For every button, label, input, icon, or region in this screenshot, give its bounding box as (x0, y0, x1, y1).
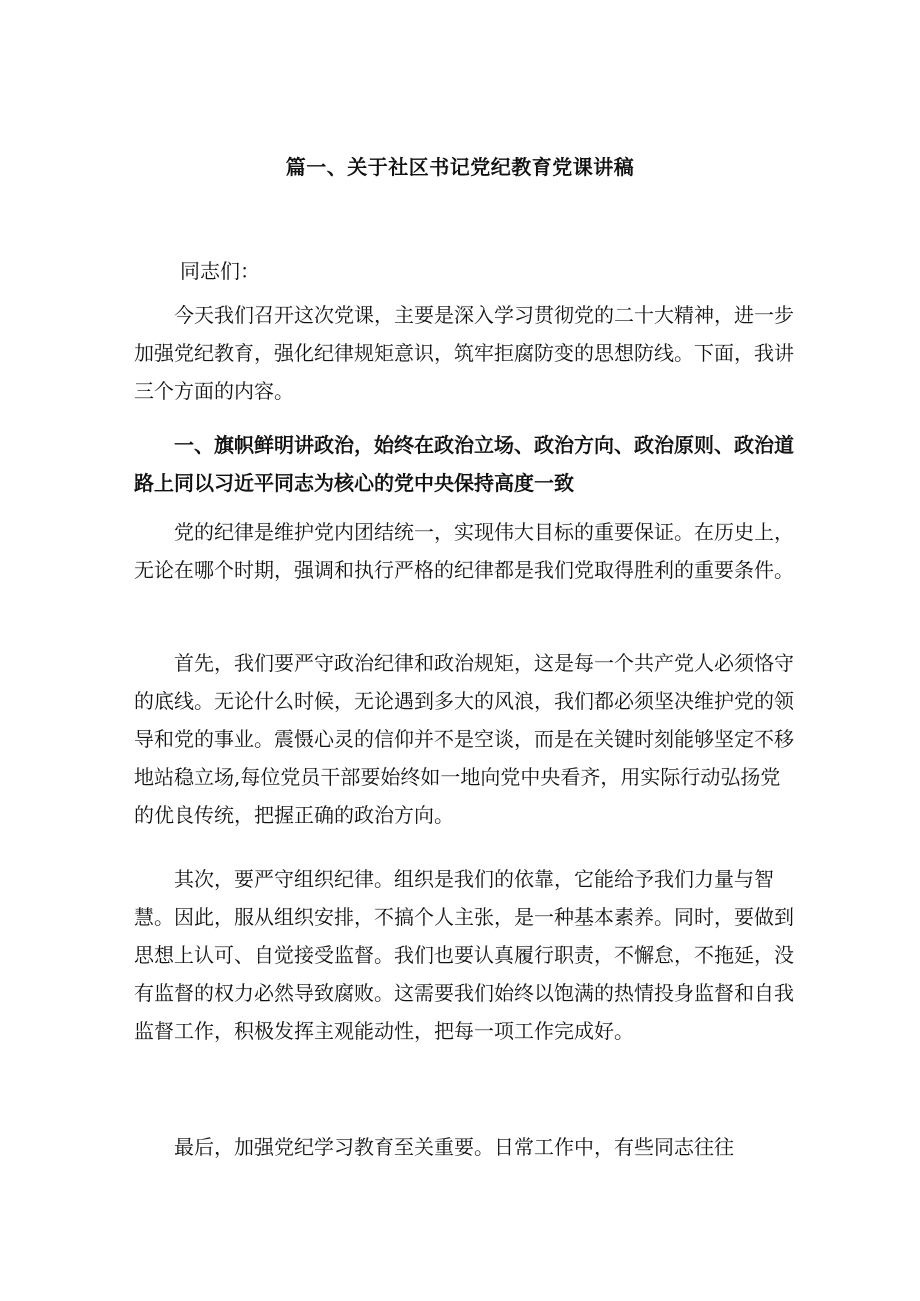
document-title: 篇一、关于社区书记党纪教育党课讲稿 (285, 155, 635, 179)
paragraph-last: 最后，加强党纪学习教育至关重要。日常工作中，有些同志往往 (174, 1135, 734, 1159)
greeting: 同志们： (180, 259, 260, 283)
paragraph-first: 首先，我们要严守政治纪律和政治规矩，这是每一个共产党人必须恪守的底线。无论什么时候，无论遇到多大的风浪，我们都必须坚决维护党的领导和党的事业。震慑心灵的信仰并不是空谈，而是在关键时刻能够坚定不移地站稳立场,每位党员干部要始终如一地向党中央看齐，用实际行动弘扬党的优良传统，把握正确的政治方向。 (134, 651, 794, 827)
section-heading-one: 一、旗帜鲜明讲政治，始终在政治立场、政治方向、政治原则、政治道路上同以习近平同志为核心的党中央保持高度一致 (134, 433, 794, 495)
paragraph-second: 其次，要严守组织纪律。组织是我们的依靠，它能给予我们力量与智慧。因此，服从组织安排，不搞个人主张，是一种基本素养。同时，要做到思想上认可、自觉接受监督。我们也要认真履行职责，不懈怠，不拖延，没有监督的权力必然导致腐败。这需要我们始终以饱满的热情投身监督和自我监督工作，积极发挥主观能动性，把每一项工作完成好。 (134, 867, 794, 1043)
paragraph-discipline: 党的纪律是维护党内团结统一，实现伟大目标的重要保证。在历史上，无论在哪个时期，强调和执行严格的纪律都是我们党取得胜利的重要条件。 (134, 520, 794, 582)
paragraph-intro: 今天我们召开这次党课，主要是深入学习贯彻党的二十大精神，进一步加强党纪教育，强化纪律规矩意识，筑牢拒腐防变的思想防线。下面，我讲三个方面的内容。 (134, 303, 794, 403)
